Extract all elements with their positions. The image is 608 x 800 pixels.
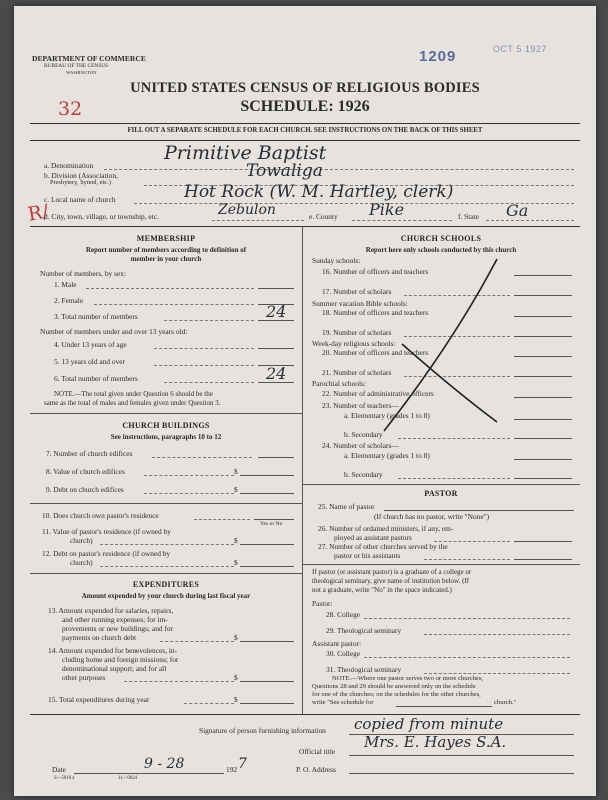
receipt-stamp-date: OCT 5 1927 xyxy=(493,44,547,54)
q13-label-3: provements or new buildings; and for xyxy=(62,624,174,633)
q6-total-label: 6. Total number of members xyxy=(54,374,138,383)
division-label: b. Division (Association, xyxy=(44,171,118,180)
graduate-instruction-3: not a graduate, write "No" in the space indicated.) xyxy=(312,586,452,594)
pastor-note-2: Questions 28 and 29 should be answered only on the schedule xyxy=(312,683,476,690)
margin-check-mark: R/ xyxy=(26,200,51,226)
buildings-sub: See instructions, paragraphs 10 to 12 xyxy=(110,433,222,441)
date-value: 9 - 28 xyxy=(144,756,185,772)
division-label-2: Presbytery, Synod, etc.) xyxy=(50,179,111,186)
q13-label-4: payments on church debt xyxy=(62,633,137,642)
q26-label: 26. Number of ordained ministers, if any, em- xyxy=(318,524,454,533)
membership-intro-2: member in your church xyxy=(130,255,202,263)
summer-schools-label: Summer vacation Bible schools: xyxy=(312,299,408,308)
q23b-label: b. Secondary xyxy=(344,430,383,439)
pastor-note-1: NOTE.—Where one pastor serves two or more churches, xyxy=(332,675,484,682)
q10-residence-label: 10. Does church own pastor's residence xyxy=(42,511,159,520)
q21-label: 21. Number of scholars xyxy=(322,368,392,377)
city-town-value: Zebulon xyxy=(218,202,276,218)
members-by-age-label: Number of members under and over 13 years old: xyxy=(40,327,188,336)
q3-total-label: 3. Total number of members xyxy=(54,312,138,321)
local-name-label: c. Local name of church xyxy=(44,195,116,204)
pastor-note-4: write "See schedule for xyxy=(312,699,374,706)
receipt-stamp-number: 1209 xyxy=(419,48,457,65)
q14-label-2: cluding home and foreign missions; for xyxy=(62,655,179,664)
q17-label: 17. Number of scholars xyxy=(322,287,392,296)
county-label: e. County xyxy=(309,212,338,221)
print-code: 11—9024 xyxy=(118,776,138,781)
local-name-value: Hot Rock (W. M. Hartley, clerk) xyxy=(184,182,454,202)
q11-dollar: $ xyxy=(234,536,238,545)
q16-label: 16. Number of officers and teachers xyxy=(322,267,429,276)
members-by-sex-label: Number of members, by sex: xyxy=(40,269,126,278)
q1-male-label: 1. Male xyxy=(54,280,77,289)
assistant-pastor-label: Assistant pastor: xyxy=(312,639,362,648)
city-town-label: d. City, town, village, or township, etc. xyxy=(44,212,159,221)
q2-female-label: 2. Female xyxy=(54,296,84,305)
expenditures-heading: EXPENDITURES xyxy=(132,580,200,589)
form-code: S—5818 a xyxy=(54,776,75,781)
official-title-value: Mrs. E. Hayes S.A. xyxy=(364,733,507,751)
po-address-label: P. O. Address xyxy=(296,765,336,774)
buildings-heading: CHURCH BUILDINGS xyxy=(122,421,210,430)
q14-label-3: denominational support; and for all xyxy=(62,664,167,673)
q7-edifices-label: 7. Number of church edifices xyxy=(46,449,133,458)
q8-dollar: $ xyxy=(234,467,238,476)
q27-label-2: pastor or his assistants xyxy=(334,551,401,560)
department-label: DEPARTMENT OF COMMERCE xyxy=(32,54,146,63)
official-title-label: Official title xyxy=(299,747,336,756)
q23a-label: a. Elementary (grades 1 to 8) xyxy=(344,411,430,420)
state-value: Ga xyxy=(506,201,529,220)
division-value: Towaliga xyxy=(246,161,323,181)
q14-label-4: other purposes xyxy=(62,673,106,682)
q31-label: 31. Theological seminary xyxy=(326,665,402,674)
q14-dollar: $ xyxy=(234,673,238,682)
q24b-label: b. Secondary xyxy=(344,470,383,479)
membership-note: NOTE.—The total given under Question 6 should be the xyxy=(54,390,213,398)
q13-label-1: 13. Amount expended for salaries, repairs, xyxy=(48,606,174,615)
form-subtitle: SCHEDULE: 1926 xyxy=(240,98,370,115)
county-value: Pike xyxy=(369,200,405,219)
q5-over13-label: 5. 13 years old and over xyxy=(54,357,126,366)
q20-label: 20. Number of officers and teachers xyxy=(322,348,429,357)
q4-under13-label: 4. Under 13 years of age xyxy=(54,340,127,349)
form-title: UNITED STATES CENSUS OF RELIGIOUS BODIES xyxy=(130,80,480,96)
cross-out-mark xyxy=(302,226,580,486)
q15-dollar: $ xyxy=(234,695,238,704)
year-prefix: 192 xyxy=(226,765,238,774)
denomination-value: Primitive Baptist xyxy=(164,142,327,164)
q9-dollar: $ xyxy=(234,485,238,494)
q23-label: 23. Number of teachers— xyxy=(322,401,399,410)
q29-label: 29. Theological seminary xyxy=(326,626,402,635)
membership-heading: MEMBERSHIP xyxy=(136,234,196,243)
date-label: Date xyxy=(52,765,66,774)
fill-instruction: FILL OUT A SEPARATE SCHEDULE FOR EACH CHURCH. SEE INSTRUCTIONS ON THE BACK OF THIS SHEET xyxy=(127,127,483,134)
pastor-note-3: for one of the churches; on the schedules for the other churches, xyxy=(312,691,481,698)
q12-dollar: $ xyxy=(234,558,238,567)
q22-label: 22. Number of administrative officers xyxy=(322,389,434,398)
q6-total-value: 24 xyxy=(266,364,287,383)
schools-heading: CHURCH SCHOOLS xyxy=(400,234,482,243)
expenditures-sub: Amount expended by your church during last fiscal year xyxy=(81,592,251,600)
signature-value: copied from minute xyxy=(354,715,504,733)
signature-label: Signature of person furnishing information xyxy=(199,726,326,735)
pastor-heading: PASTOR xyxy=(424,489,458,498)
q30-label: 30. College xyxy=(326,649,361,658)
q24a-label: a. Elementary (grades 1 to 8) xyxy=(344,451,430,460)
pastor-section-label: Pastor: xyxy=(312,599,333,608)
q24-label: 24. Number of scholars— xyxy=(322,441,399,450)
q26-label-2: ployed as assistant pastors xyxy=(334,533,412,542)
q25-label: 25. Name of pastor xyxy=(318,502,375,511)
q10-yes-no-hint: Yes or No xyxy=(260,521,283,527)
bureau-label: BUREAU OF THE CENSUS xyxy=(44,63,109,69)
margin-number: 32 xyxy=(58,98,83,120)
q19-label: 19. Number of scholars xyxy=(322,328,392,337)
q25-hint: (If church has no pastor, write "None") xyxy=(374,512,490,521)
membership-intro: Report number of members according to definition of xyxy=(85,246,247,254)
q18-label: 18. Number of officers and teachers xyxy=(322,308,429,317)
q14-label-1: 14. Amount expended for benevolences, in- xyxy=(48,646,178,655)
graduate-instruction-2: theological seminary, give name of institution below. (If xyxy=(312,577,470,585)
membership-note-2: same as the total of males and females given under Question 3. xyxy=(44,399,221,407)
state-label: f. State xyxy=(458,212,479,221)
denomination-label: a. Denomination xyxy=(44,161,94,170)
q13-dollar: $ xyxy=(234,633,238,642)
q28-label: 28. College xyxy=(326,610,361,619)
year-suffix-value: 7 xyxy=(238,756,247,772)
schools-sub: Report here only schools conducted by this church xyxy=(365,246,517,254)
q11-value-label: 11. Value of pastor's residence (if owned by xyxy=(42,527,171,536)
q15-label: 15. Total expenditures during year xyxy=(48,695,150,704)
q3-total-value: 24 xyxy=(266,302,287,321)
sunday-schools-label: Sunday schools: xyxy=(312,256,361,265)
q11-value-label-2: church) xyxy=(70,536,93,545)
graduate-instruction-1: If pastor (or assistant pastor) is a graduate of a college or xyxy=(312,568,472,576)
q13-label-2: and other running expenses; for im- xyxy=(62,615,168,624)
q27-label: 27. Number of other churches served by the xyxy=(318,542,448,551)
weekday-schools-label: Week-day religious schools: xyxy=(312,339,396,348)
q12-debt-label: 12. Debt on pastor's residence (if owned by xyxy=(42,549,171,558)
q12-debt-label-2: church) xyxy=(70,558,93,567)
census-schedule-sheet xyxy=(14,6,596,796)
q9-debt-label: 9. Debt on church edifices xyxy=(46,485,124,494)
city-label: WASHINGTON xyxy=(66,70,97,75)
parochial-schools-label: Parochial schools: xyxy=(312,379,366,388)
q8-value-label: 8. Value of church edifices xyxy=(46,467,125,476)
pastor-note-5: church." xyxy=(494,699,517,706)
